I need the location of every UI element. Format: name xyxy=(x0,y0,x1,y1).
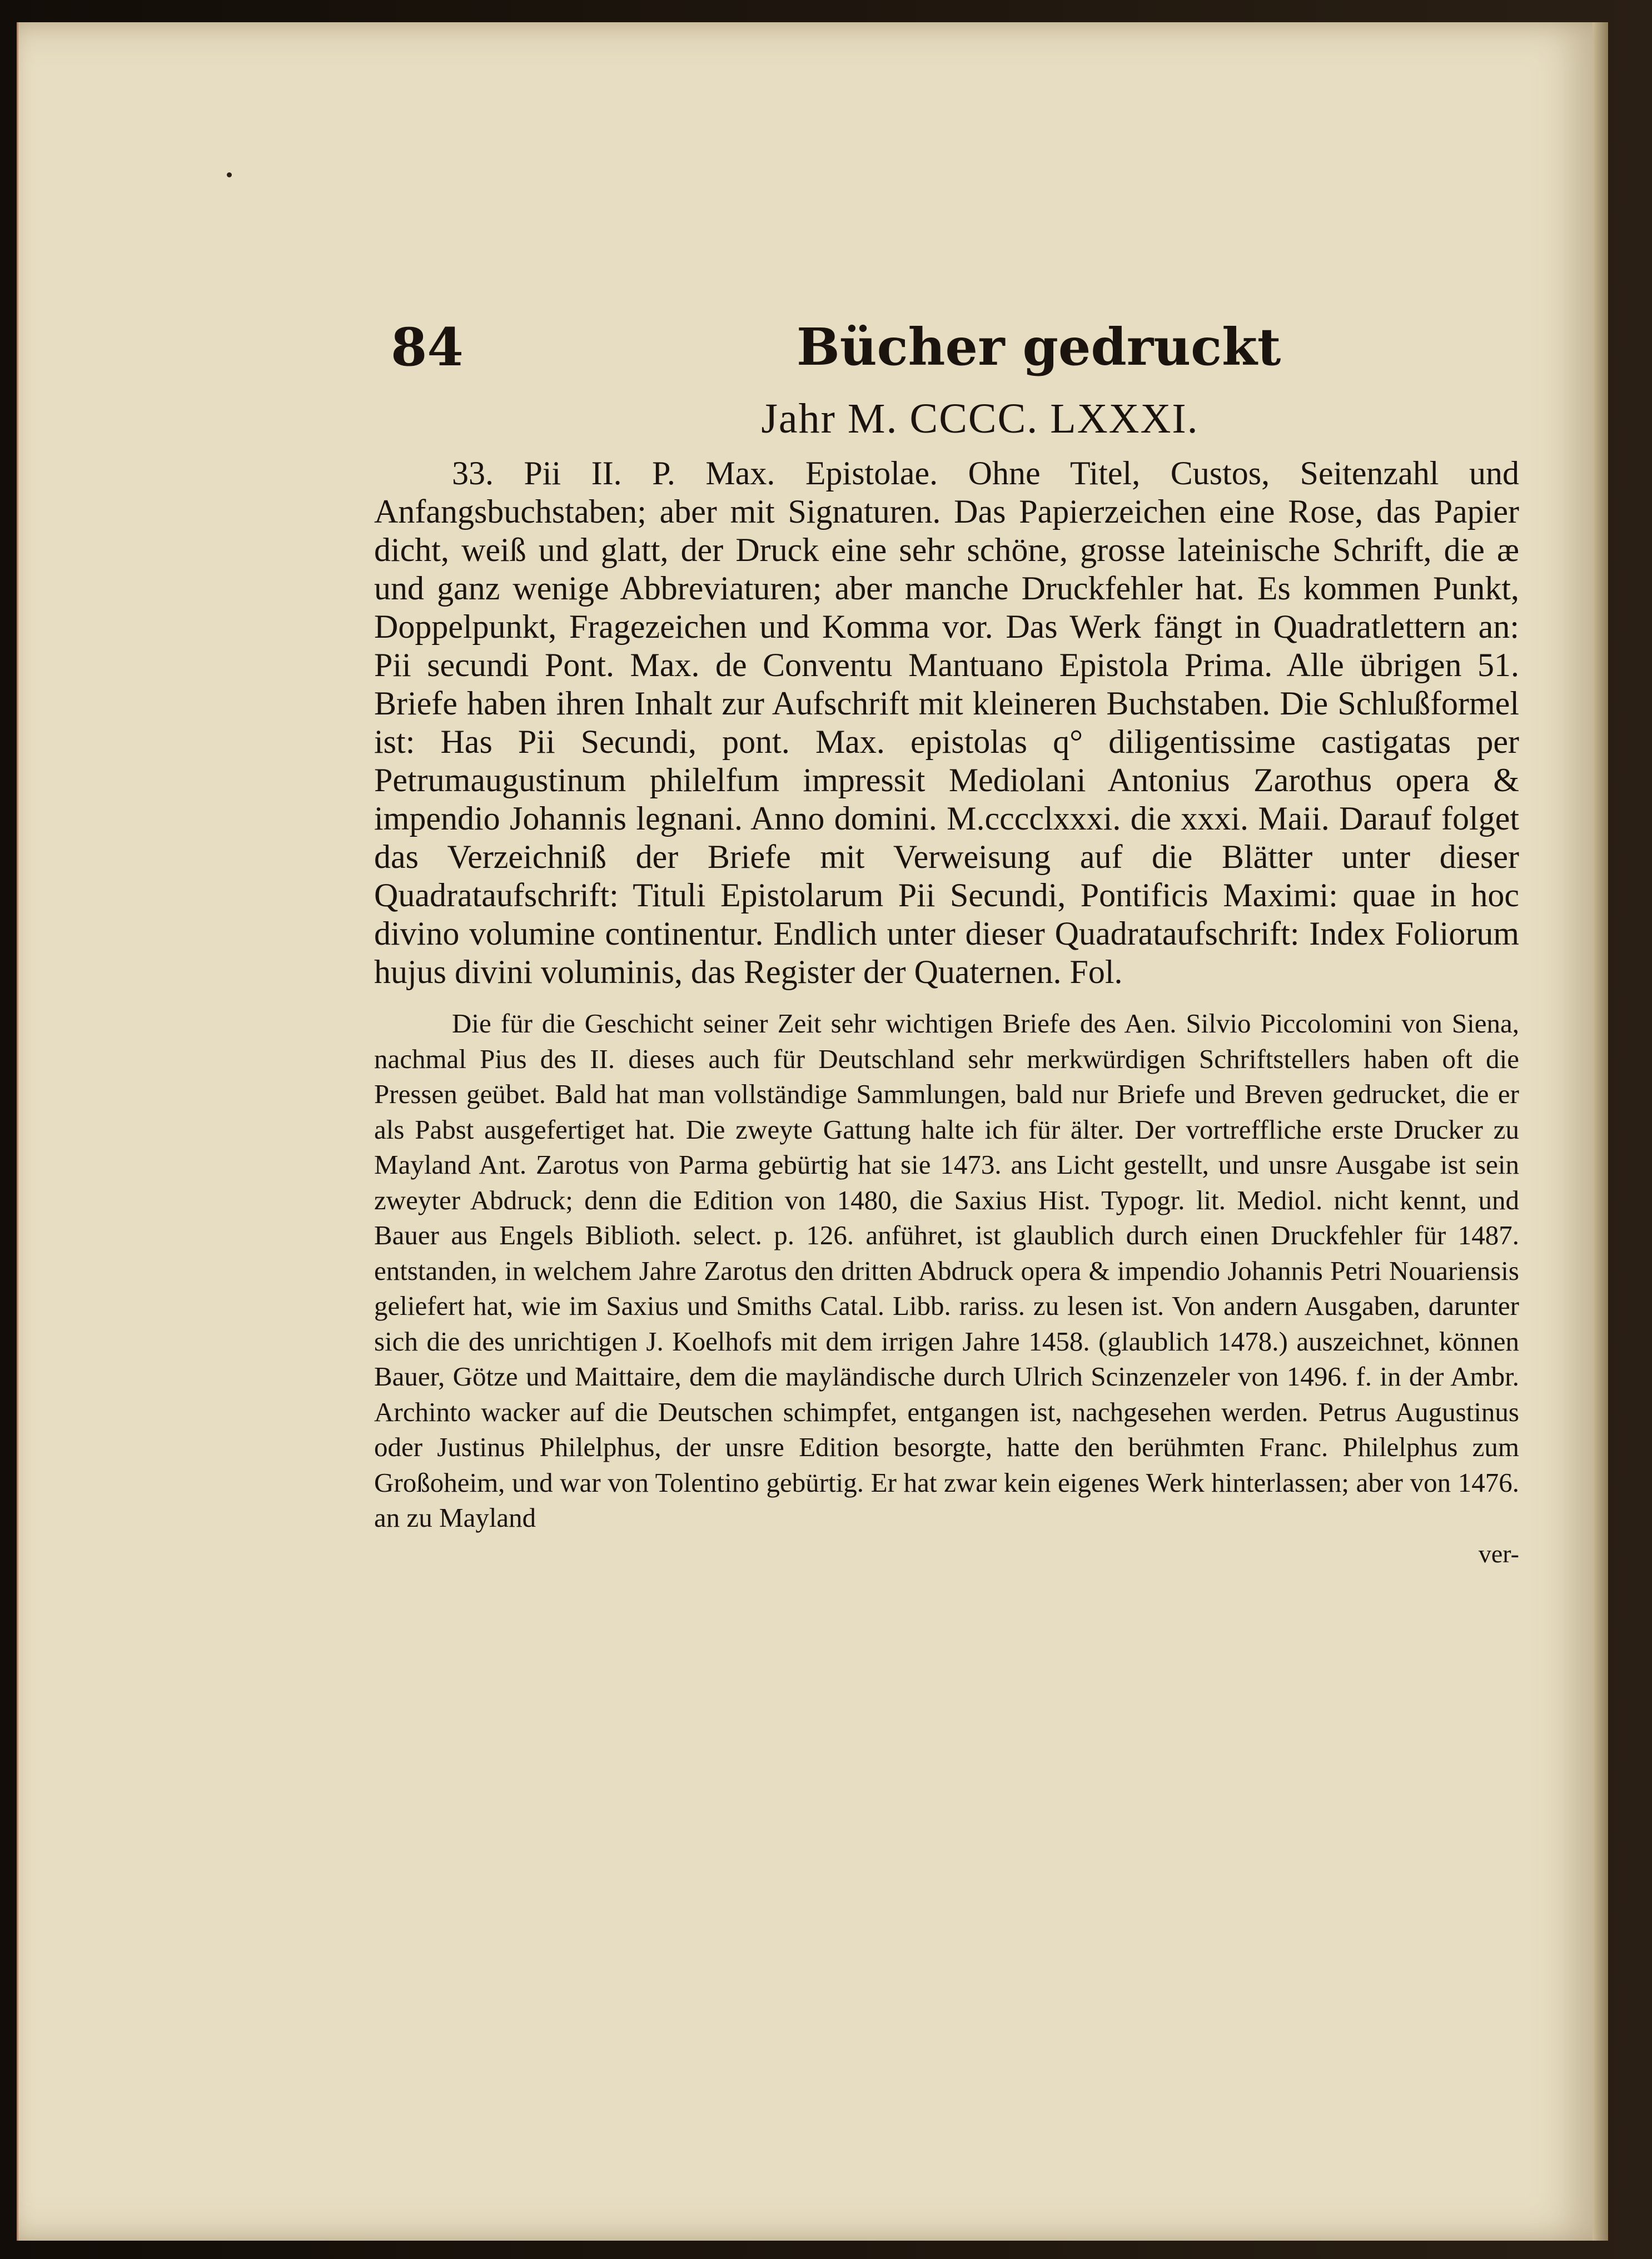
catalogue-entry: 33. Pii II. P. Max. Epistolae. Ohne Titel, Custos, Seitenzahl und Anfangsbuchstaben; aber mit Signaturen. Das Papierzeichen eine Rose, das Papier dicht, weiß und glatt, der Druck eine sehr schöne, grosse lateinische Schrift, die æ und ganz wenige Abbreviaturen; aber manche Druckfehler hat. Es kommen Punkt, Doppelpunkt, Fragezeichen und Komma vor. Das Werk fängt in Quadratlettern an: Pii secundi Pont. Max. de Conventu Mantuano Epistola Prima. Alle übrigen 51. Briefe haben ihren Inhalt zur Aufschrift mit kleineren Buchstaben. Die Schlußformel ist: Has Pii Secundi, pont. Max. epistolas q° diligentissime castigatas per Petrumaugustinum philelfum impressit Mediolani Antonius Zarothus opera & impendio Johannis legnani. Anno domini. M.cccclxxxi. die xxxi. Maii. Darauf folget das Verzeichniß der Briefe mit Verweisung auf die Blätter unter dieser Quadrataufschrift: Tituli Epistolarum Pii Secundi, Pontificis Maximi: quae in hoc divino volumine continentur. Endlich unter dieser Quadrataufschrift: Index Foliorum hujus divini voluminis, das Register der Quaternen. Fol. xyxy=(374,455,1519,990)
commentary-note: Die für die Geschicht seiner Zeit sehr wichtigen Briefe des Aen. Silvio Piccolomini von Siena, nachmal Pius des II. dieses auch für Deutschland sehr merkwürdigen Schriftstellers haben oft die Pressen geübet. Bald hat man vollständige Sammlungen, bald nur Briefe und Breven gedrucket, die er als Pabst ausgefertiget hat. Die zweyte Gattung halte ich für älter. Der vortreffliche erste Drucker zu Mayland Ant. Zarotus von Parma gebürtig hat sie 1473. ans Licht gestellt, und unsre Ausgabe ist sein zweyter Abdruck; denn die Edition von 1480, die Saxius Hist. Typogr. lit. Mediol. nicht kennt, und Bauer aus Engels Biblioth. select. p. 126. anführet, ist glaublich durch einen Druckfehler für 1487. entstanden, in welchem Jahre Zarotus den dritten Abdruck opera & impendio Johannis Petri Nouariensis geliefert hat, wie im Saxius und Smiths Catal. Libb. rariss. zu lesen ist. Von andern Ausgaben, darunter sich die des unrichtigen J. Koelhofs mit dem irrigen Jahre 1458. (glaublich 1478.) auszeichnet, können Bauer, Götze und Maittaire, dem die mayländische durch Ulrich Scinzenzeler von 1496. f. in der Ambr. Archinto wacker auf die Deutschen schimpfet, entgangen ist, nachgesehen werden. Petrus Augustinus oder Justinus Philelphus, der unsre Edition besorgte, hatte den berühmten Franc. Philelphus zum Großoheim, und war von Tolentino gebürtig. Er hat zwar kein eigenes Werk hinterlassen; aber von 1476. an zu Mayland xyxy=(374,1008,1519,1533)
page-edge xyxy=(1593,22,1608,2241)
page-sheet xyxy=(17,22,1608,2241)
year-heading: Jahr M. CCCC. LXXXI. xyxy=(761,395,1199,442)
page-content xyxy=(374,311,1519,1568)
ink-spot xyxy=(227,172,232,177)
running-head: Bücher gedruckt xyxy=(797,317,1281,377)
page-number: 84 xyxy=(391,317,464,378)
page-header xyxy=(374,311,1519,400)
catchword: ver- xyxy=(1478,1539,1519,1568)
